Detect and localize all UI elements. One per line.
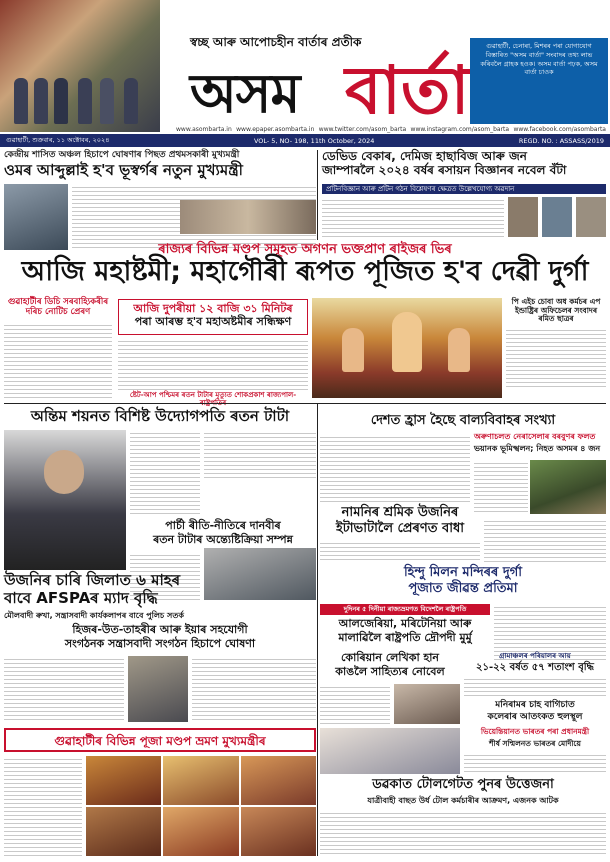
durga-body-text xyxy=(118,338,308,390)
cm-photo-3 xyxy=(241,756,316,805)
info-bar xyxy=(0,134,610,147)
labour-headline2: ইটাভাটালৈ প্ৰেৰণত বাধা xyxy=(335,521,465,536)
logo-part1: অসম xyxy=(190,61,300,125)
child-marriage-body xyxy=(320,434,470,502)
right-sidebar-story xyxy=(506,298,606,389)
arunachal-body xyxy=(474,460,528,514)
right-sidebar-title: পি এইচ চোবা অধ কৰ্মচৰ এপ ইন্ডাষ্ট্ৰিৰ অফিচেলৰ সংবাদৰ ৰমিত ছাত্ৰৰ xyxy=(511,297,601,324)
logo-part2: বাৰ্তা xyxy=(345,51,470,129)
dakait-body xyxy=(320,810,606,856)
hindu-milan-headline2: পূজাত জীৱন্ত প্ৰতিমা xyxy=(408,581,518,596)
korean-body xyxy=(320,684,390,724)
han-kang-photo xyxy=(394,684,460,724)
president-headline2: মালাৱিলৈ ৰাষ্ট্ৰপতি দ্ৰৌপদী মুৰ্মু xyxy=(338,631,472,644)
korean-headline1: কোৰিয়ান লেখিকা হান xyxy=(340,651,440,664)
tata-body-1 xyxy=(130,430,200,516)
main-headline: আজি মহাষ্টমী; মহাগৌৰী ৰূপত পূজিত হ'ব দেৱী দুৰ্গা xyxy=(21,256,589,287)
gram-headline: ২১-২২ বৰ্ষত ৫৭ শতাংশ বৃদ্ধি xyxy=(476,662,594,673)
omar-kicker: কেন্দ্ৰীয় শাসিত অঞ্চল হিচাপে ঘোষণাৰ পিছত প্ৰথমসকাৰী মুখ্যমন্ত্ৰী xyxy=(4,150,240,160)
cm-banner-text: গুৱাহাটীৰ বিভিন্ন পূজা মণ্ডপ ভ্ৰমণ মুখ্যমন্ত্ৰীৰ xyxy=(54,734,266,748)
hizbut-headline1: হিজৰ-উত-তাহৰীৰ আৰু ইয়াৰ সহযোগী xyxy=(72,623,248,636)
tata-sub2: ৰতন টাটাৰ অন্ত্যেষ্টিক্ৰিয়া সম্পন্ন xyxy=(153,533,293,546)
tata-sub1: পাৰ্চী ৰীতি-নীতিৰে দানবীৰ xyxy=(165,519,281,532)
president-kicker: দুদিনৰ ৫ দিনীয়া ৰাজ্যভ্ৰমণত বিদেশলৈ ৰাষ্ট্ৰপতি xyxy=(320,604,490,615)
sandhi-box xyxy=(118,299,308,335)
left-sidebar-body xyxy=(4,322,112,398)
masthead-tagline: স্বচ্ছ আৰু আপোচহীন বাৰ্তাৰ প্ৰতীক xyxy=(190,35,362,49)
durga-idol-photo xyxy=(312,298,502,398)
arunachal-headline1: অৰুণাচলত নেৰাসেলাৰ বৰবুণৰ ফলত xyxy=(474,432,596,441)
tata-body-2 xyxy=(204,430,316,478)
issue-volume: VOL- 5, NO- 198, 11th October, 2024 xyxy=(253,136,375,145)
arunachal-body-2 xyxy=(484,518,606,562)
registration-no: REGD. NO. : ASSASS/2019 xyxy=(518,136,604,145)
left-sidebar-title: গুৱাহাটীৰ ডিচি সৰবাহ্যিকৰীৰ দৰিচ নোটিচ প্ৰেৰণ xyxy=(7,297,109,317)
vienna-headline1: ভিয়েন্তিয়ানত ভাৰতৰ পৰা প্ৰধানমন্ত্ৰী xyxy=(480,727,590,736)
hizbut-headline2: সংগঠনক সন্ত্ৰাসবাদী সংগঠন হিচাপে ঘোষণা xyxy=(64,637,256,650)
kalibari-headline1: মনিৰামৰ চাহ বাগিচাত xyxy=(495,700,575,710)
afspa-headline1: উজনিৰ চাৰি জিলাত ৬ মাহৰ xyxy=(4,571,181,589)
cm-photo-4 xyxy=(86,807,161,856)
cm-body xyxy=(4,756,82,856)
left-sidebar-story xyxy=(4,298,112,398)
afspa-sub: মৌলবাদী ৰুখা, সন্ত্ৰাসবাদী কাৰ্যকলাপৰ বাবে পুলিচ সতৰ্ক xyxy=(4,611,184,620)
site-link-web[interactable]: www.asombarta.in xyxy=(176,126,232,133)
gram-body xyxy=(464,676,606,698)
tata-headline: অন্তিম শয়নত বিশিষ্ট উদ্যোগপতি ৰতন টাটা xyxy=(30,407,290,425)
hizbut-body-2 xyxy=(192,656,316,722)
hindu-milan-headline1: হিন্দু মিলন মন্দিৰৰ দুৰ্গা xyxy=(403,565,523,580)
cm-photo-6 xyxy=(241,807,316,856)
labour-body xyxy=(320,540,480,562)
main-banner xyxy=(4,238,606,257)
korean-headline2: কাঙলৈ সাহিত্যৰ নোবেল xyxy=(335,665,445,678)
cm-photo-grid xyxy=(86,756,316,856)
kalibari-headline2: কলেৰাৰ আতংকত হুলস্থূল xyxy=(487,712,583,722)
issue-date: গুৱাহাটী, শুক্ৰবাৰ, ১১ অক্টোবৰ, ২০২৪ xyxy=(6,136,110,144)
main-banner-text: ৰাজ্যৰ বিভিন্ন মণ্ডপ সমূহত অগণন ভক্তপ্ৰাণ ৰাইজৰ ভিৰ xyxy=(158,242,452,257)
site-link-instagram[interactable]: www.instagram.com/asom_barta xyxy=(410,126,510,133)
tata-photo xyxy=(4,430,126,570)
modi-photo xyxy=(320,728,460,774)
cm-photo-5 xyxy=(163,807,238,856)
cm-banner xyxy=(4,728,316,752)
cm-photo-1 xyxy=(86,756,161,805)
afspa-headline2: বাবে AFSPAৰ ম্যাদ বৃদ্ধি xyxy=(4,589,158,607)
nobel-headline1: ডেভিড বেকাৰ, দেমিজ হাছাবিজ আৰু জন xyxy=(322,149,527,163)
masthead-ad: গুৱাহাটী, চেনাৰা, মিশৰৰ পৰা যোগাযোগ বিস্তাৰিত "অসম বাৰ্তা" সংবাদৰ তথ্য লাভ কৰিবলৈ গ্ৰাহক হওক। অসম বাৰ্তা পঢ়ক, অসম বাৰ্তা চাওক xyxy=(470,38,608,124)
dakait-sub: যাত্ৰীবাহী বাছত উৰ্ধ টোল কৰ্মচাৰীৰ আক্ৰমণ, এজনক আটক xyxy=(367,796,559,805)
dakait-headline: ডৱকাত টোলগেটত পুনৰ উত্তেজনা xyxy=(372,777,554,792)
gram-kicker: গ্ৰামাঞ্চলৰ পৰিয়ালৰ আয় xyxy=(499,652,571,660)
arunachal-headline2: ভয়ানক ভূমিস্খলন; নিহত অসমৰ ৪ জন xyxy=(474,444,601,453)
hizbut-body xyxy=(4,656,124,722)
nobel-photo-3 xyxy=(576,197,606,237)
landslide-photo xyxy=(530,460,606,514)
site-link-facebook[interactable]: www.facebook.com/asombarta xyxy=(513,126,606,133)
sandhi-line1: আজি দুপৰীয়া ১২ বাজি ৩১ মিনিটৰ xyxy=(133,302,293,315)
omar-group-photo xyxy=(180,200,316,234)
nobel-body xyxy=(322,197,606,237)
sandhi-line2: পৰা আৰম্ভ হ'ব মহাঅষ্টমীৰ সন্ধিক্ষণ xyxy=(134,314,292,328)
tata-condolence-strip: ষ্টেট-আপ পশ্চিমৰ ৰতন টাটাৰ মৃত্যুত শোকপ্ৰকাশ ৰাজ্যপাল- xyxy=(129,391,297,399)
nobel-chemistry-story xyxy=(322,150,606,178)
child-marriage-headline: দেশত হ্ৰাস হৈছে বাল্যবিবাহৰ সংখ্যা xyxy=(370,413,556,428)
site-link-twitter[interactable]: www.twitter.com/asom_barta xyxy=(318,126,407,133)
cm-photo-2 xyxy=(163,756,238,805)
site-link-epaper[interactable]: www.epaper.asombarta.in xyxy=(236,126,315,133)
nobel-photo-2 xyxy=(542,197,572,237)
nobel-photo-1 xyxy=(508,197,538,237)
vienna-body xyxy=(464,752,606,774)
hizbut-photo xyxy=(128,656,188,722)
labour-headline1: নামনিৰ শ্ৰমিক উজনিৰ xyxy=(341,505,459,520)
president-headline1: আলজেৰিয়া, মৰিটেনিয়া আৰু xyxy=(338,617,472,630)
nobel-headline2: জাম্পাৰলৈ ২০২৪ বৰ্ষৰ ৰসায়ন বিজ্ঞানৰ নবেল বঁটা xyxy=(322,162,567,177)
omar-headline: ওমৰ আব্দুল্লাই হ'ব ভূস্বৰ্গৰ নতুন মুখ্যমন্ত্ৰী xyxy=(4,161,243,180)
right-sidebar-body xyxy=(506,327,606,389)
vienna-headline2: শীৰ্ষ সন্মিলনত ভাৰতৰ মোদীয়ে xyxy=(489,739,581,748)
nobel-strip: প্ৰটিনবিজ্ঞান আৰু প্ৰটিন গঠন বিশ্লেষণৰ ক্ষেত্ৰত উল্লেখযোগ্য অৱদান xyxy=(322,184,606,194)
masthead-photo xyxy=(0,0,160,132)
masthead xyxy=(0,0,610,132)
